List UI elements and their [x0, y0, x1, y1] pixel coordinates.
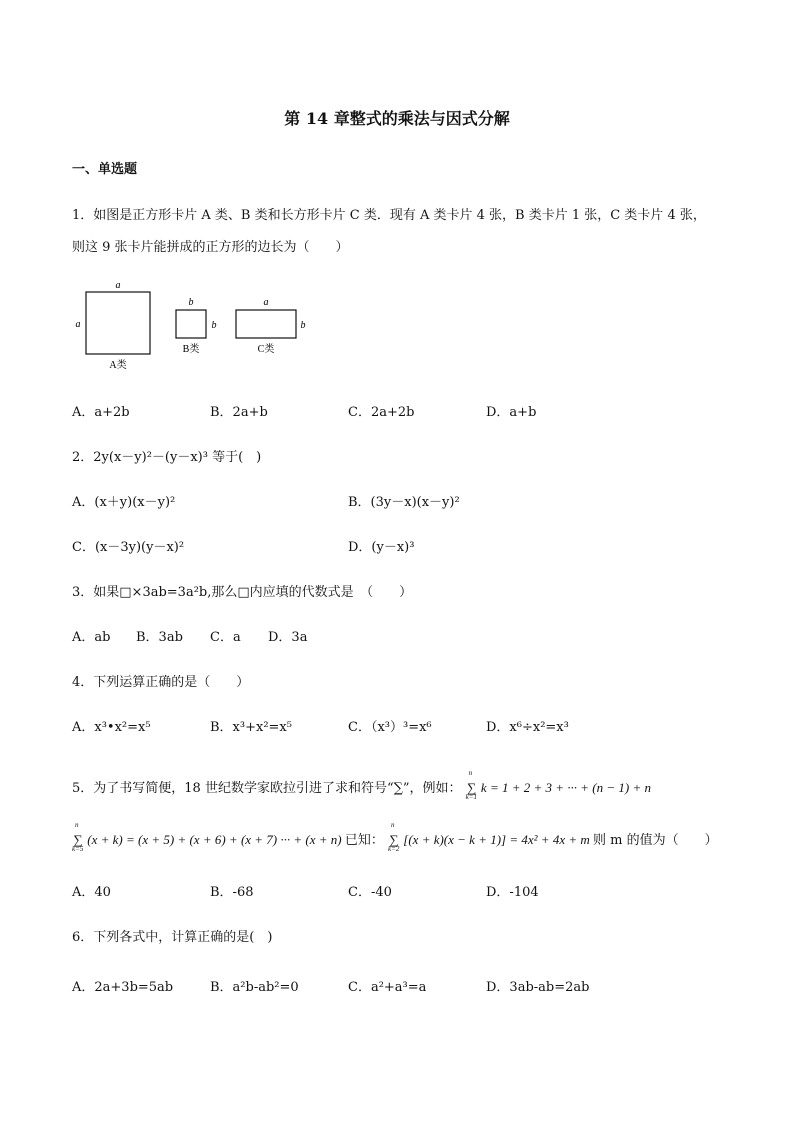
q3-stem: 3．如果□×3ab=3a²b,那么□内应填的代数式是 （ ）: [72, 585, 413, 600]
q5-formula-definition: [72, 821, 345, 853]
card-b-top-label: b: [188, 297, 194, 308]
q6-option-a: A．2a+3b=5ab: [72, 980, 174, 995]
q4-stem: 4．下列运算正确的是（ ）: [72, 675, 250, 690]
q1-stem-line2: 则这 9 张卡片能拼成的正方形的边长为（ ）: [72, 240, 349, 255]
card-c-caption: C类: [257, 344, 275, 355]
q5-option-c: C．-40: [348, 885, 392, 900]
q5-option-d: D．-104: [486, 885, 539, 900]
sum-symbol-3: ∑ n k=2: [388, 821, 400, 853]
q5-line2: [72, 821, 718, 853]
card-a-side-label: a: [75, 319, 81, 330]
q5-option-a: A．40: [72, 885, 111, 900]
card-a-caption: A类: [109, 360, 127, 371]
q6-option-d: D．3ab-ab=2ab: [486, 980, 590, 995]
q4-option-d: D．x⁶÷x²=x³: [486, 720, 569, 735]
q1-option-d: D．a+b: [486, 405, 537, 420]
card-a-top-label: a: [115, 280, 121, 291]
q1-option-c: C．2a+2b: [348, 405, 415, 420]
q4-option-c: C．（x³）³=x⁶: [348, 720, 432, 735]
card-a-square: [86, 292, 150, 354]
q6-stem: 6．下列各式中，计算正确的是( ): [72, 930, 273, 945]
q5-formula2: (x + k) = (x + 5) + (x + 6) + (x + 7) ··· + (x + n): [87, 832, 342, 847]
q1-option-a: A．a+2b: [72, 405, 130, 420]
q3-option-b: B．3ab: [136, 630, 183, 645]
q5-formula-example: [465, 769, 652, 801]
q1-stem-line1: 1．如图是正方形卡片 A 类、B 类和长方形卡片 C 类．现有 A 类卡片 4 张，B 类卡片 1 张，C 类卡片 4 张，: [72, 208, 706, 223]
q5-formula3: [(x + k)(x − k + 1)] = 4x² + 4x + m: [403, 832, 590, 847]
q3-option-c: C．a: [210, 630, 241, 645]
q5-known: 已知：: [344, 833, 384, 848]
card-c-rectangle: [236, 310, 296, 338]
q5-formula1: k = 1 + 2 + 3 + ··· + (n − 1) + n: [480, 780, 652, 795]
page-title: 第 14 章整式的乘法与因式分解: [284, 109, 510, 128]
card-c-top-label: a: [263, 297, 269, 308]
q2-option-c: C．(x－3y)(y－x)²: [72, 540, 185, 555]
sum-symbol-2: ∑ n k=5: [72, 821, 84, 853]
q6-option-c: C．a²+a³=a: [348, 980, 427, 995]
q2-option-a: A．(x＋y)(x－y)²: [72, 495, 176, 510]
q4-option-b: B．x³+x²=x⁵: [210, 720, 292, 735]
q2-option-b: B．(3y－x)(x－y)²: [348, 495, 460, 510]
q5-formula-condition: [388, 821, 593, 853]
q3-option-d: D．3a: [268, 630, 308, 645]
q2-option-d: D．(y－x)³: [348, 540, 415, 555]
q5-ask: 则 m 的值为（ ）: [593, 833, 718, 848]
q5-option-b: B．-68: [210, 885, 254, 900]
q2-stem: 2．2y(x－y)²－(y－x)³ 等于( ): [72, 450, 262, 465]
card-c-side-label: b: [300, 320, 306, 331]
q4-option-a: A．x³•x²=x⁵: [72, 720, 151, 735]
q5-intro-text: 5．为了书写简便，18 世纪数学家欧拉引进了求和符号“∑”，例如：: [72, 781, 462, 796]
sum-symbol-1: ∑ n k=1: [465, 769, 478, 801]
card-b-caption: B类: [182, 344, 200, 355]
card-b-side-label: b: [211, 320, 217, 331]
q1-card-figure: [72, 278, 322, 374]
card-b-square: [176, 310, 206, 338]
q6-option-b: B．a²b-ab²=0: [210, 980, 299, 995]
q5-intro: [72, 769, 652, 801]
q3-option-a: A．ab: [72, 630, 111, 645]
q1-option-b: B．2a+b: [210, 405, 268, 420]
section-heading: 一、单选题: [72, 162, 138, 177]
